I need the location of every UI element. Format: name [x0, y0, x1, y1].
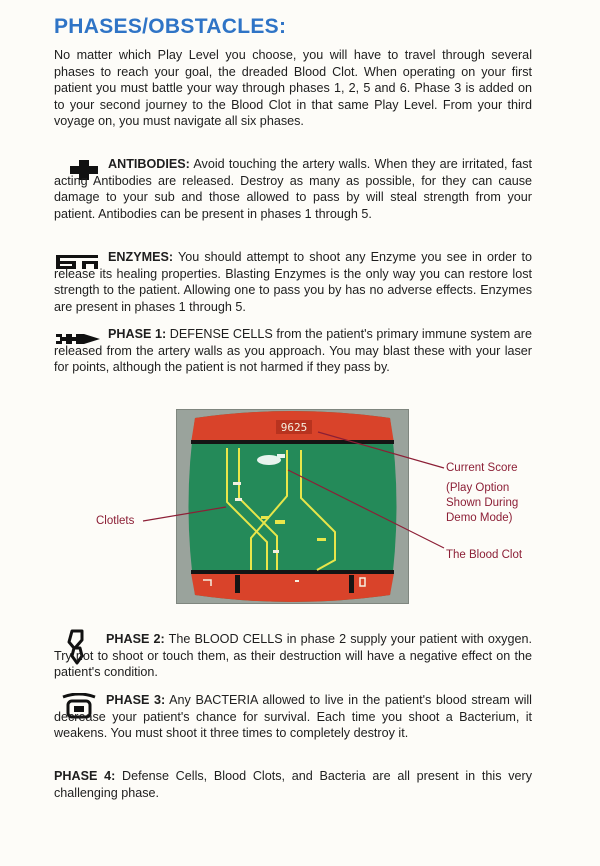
phase3-text: Any BACTERIA allowed to live in the patient's blood stream will decrease your patient's chance for survival. Each time you shoot a Bacterium, it weakens. You must shoot it three times to completely destroy it. [54, 693, 532, 740]
page-title: PHASES/OBSTACLES: [54, 15, 287, 38]
callout-blood-clot: The Blood Clot [446, 549, 523, 561]
enzymes-heading: ENZYMES: [108, 250, 174, 264]
phase1-text: DEFENSE CELLS from the patient's primary immune system are released from the artery walls as you approach. You may blast these with your laser for points, although the patient is not harmed if they pass by. [54, 327, 533, 374]
score-display: 9625 [280, 421, 308, 434]
enzymes-text: You should attempt to shoot any Enzyme you see in order to release its healing properties. Blasting Enzymes is the only way you can restore lost strength to the patient. Allowing one to pass you by has no adverse effects. Enzymes are present in phases 1 through 5. [54, 250, 532, 314]
intro-paragraph: No matter which Play Level you choose, you will have to travel through several phases to reach your goal, the dreaded Blood Clot. When operating on your first patient you must battle your way through phases 1, 2, 5 and 6. Phase 3 is added on to your second journey to the Blood Clot in that same Play Level. From your third voyage on, you must navigate all six phases. [54, 48, 532, 128]
phase4-heading: PHASE 4: [54, 769, 116, 783]
phase4-paragraph [54, 768, 532, 801]
phase2-heading: PHASE 2: [106, 632, 165, 646]
antibodies-heading: ANTIBODIES: [108, 157, 190, 171]
phase1-heading: PHASE 1: [108, 327, 167, 341]
antibodies-text: Avoid touching the artery walls. When they are irritated, fast acting Antibodies are released. Destroy as many as possible, for they can cause damage to your sub and those allowed to pass by will steal strength from your patient. Antibodies can be present in phases 1 through 5. [54, 157, 532, 221]
phase2-text: The BLOOD CELLS in phase 2 supply your patient with oxygen. Try not to shoot or touch them, as their destruction will have a negative effect on the patient's condition. [54, 632, 532, 679]
callout-current-score: Current Score [446, 462, 518, 474]
callout-clotlets: Clotlets [96, 515, 135, 527]
phase3-heading: PHASE 3: [106, 693, 166, 707]
phase3-paragraph [54, 692, 532, 742]
callout-play-option: (Play Option Shown During Demo Mode) [446, 482, 519, 524]
phase2-paragraph [54, 631, 532, 681]
phase4-text: Defense Cells, Blood Clots, and Bacteria are all present in this very challenging phase. [54, 769, 533, 800]
